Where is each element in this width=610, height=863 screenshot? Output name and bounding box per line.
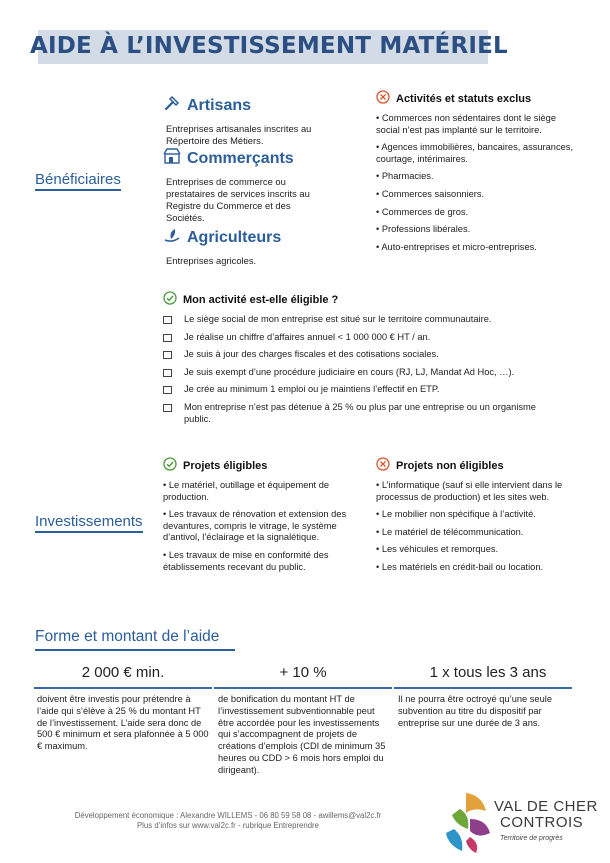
category-text: Entreprises agricoles. bbox=[166, 255, 257, 266]
aid-text: doivent être investis pour prétendre à l’aide qui s’élève à 25 % du montant HT de l’investissement. L’aide sera donc de 500 € minimum et sera plafonnée à 5 000 € maximum. bbox=[37, 694, 209, 752]
aid-column-bonus bbox=[218, 664, 388, 777]
list-item: • Le matériel, outillage et équipement de production. bbox=[163, 480, 330, 502]
list-item: • Commerces de gros. bbox=[376, 206, 469, 217]
eligible-projects bbox=[163, 457, 353, 579]
checklist-item[interactable]: Je réalise un chiffre d’affaires annuel < 1 000 000 € HT / an. bbox=[163, 332, 543, 344]
category-agriculteurs bbox=[163, 226, 343, 267]
list-item: • Agences immobilières, bancaires, assurances, courtage, intérimaires. bbox=[376, 142, 574, 164]
logo-mark bbox=[430, 785, 502, 857]
section-aide-underline bbox=[35, 649, 235, 651]
check-circle-icon bbox=[163, 457, 177, 474]
list-item: • Professions libérales. bbox=[376, 224, 471, 235]
check-circle-icon bbox=[163, 291, 177, 308]
eligibility-title: Mon activité est-elle éligible ? bbox=[163, 291, 543, 308]
aid-divider bbox=[214, 687, 392, 689]
logo-name: VAL DE CHER CONTROIS bbox=[494, 798, 598, 831]
eligible-projects-title: Projets éligibles bbox=[163, 457, 353, 474]
aid-text: Il ne pourra être octroyé qu’une seule subvention au titre du dispositif par entreprise sur une durée de 3 ans. bbox=[398, 694, 553, 728]
list-item: • Pharmacies. bbox=[376, 171, 434, 182]
list-item: • Les véhicules et remorques. bbox=[376, 544, 499, 555]
checkbox[interactable] bbox=[163, 351, 172, 359]
ineligible-projects-list bbox=[376, 480, 576, 574]
checkbox[interactable] bbox=[163, 316, 172, 324]
section-beneficiaires-label: Bénéficiaires bbox=[35, 171, 121, 188]
eligibility-checklist bbox=[163, 314, 543, 425]
checkbox[interactable] bbox=[163, 404, 172, 412]
list-item: • Le mobilier non spécifique à l’activité. bbox=[376, 509, 536, 520]
eligibility-section bbox=[163, 291, 543, 431]
aid-head: 1 x tous les 3 ans bbox=[429, 664, 547, 681]
excluded-title: Activités et statuts exclus bbox=[376, 90, 576, 107]
aid-head: + 10 % bbox=[279, 664, 327, 681]
aid-divider bbox=[394, 687, 572, 689]
section-investissements-label: Investissements bbox=[35, 513, 143, 530]
checklist-item[interactable]: Je suis exempt d’une procédure judiciaire en cours (RJ, LJ, Mandat Ad Hoc, …). bbox=[163, 367, 543, 379]
list-item: • Le matériel de télécommunication. bbox=[376, 526, 524, 537]
checkbox[interactable] bbox=[163, 334, 172, 342]
ineligible-projects bbox=[376, 457, 576, 580]
checklist-item[interactable]: Mon entreprise n’est pas détenue à 25 % ou plus par une entreprise ou un organisme public. bbox=[163, 402, 543, 425]
list-item: • L’informatique (sauf si elle intervient dans le processus de production) et les sites web. bbox=[376, 480, 563, 502]
list-item: • Commerces saisonniers. bbox=[376, 188, 485, 199]
page-title: AIDE À L’INVESTISSEMENT MATÉRIEL bbox=[30, 33, 508, 59]
list-item: • Commerces non sédentaires dont le siège social n’est pas implanté sur le territoire. bbox=[376, 113, 556, 135]
aid-head: 2 000 € min. bbox=[81, 664, 165, 681]
list-item: • Auto-entreprises et micro-entreprises. bbox=[376, 241, 537, 252]
checklist-item[interactable]: Je suis à jour des charges fiscales et des cotisations sociales. bbox=[163, 349, 543, 361]
logo-tagline: Territoire de progrès bbox=[500, 835, 563, 842]
excluded-activities bbox=[376, 90, 576, 259]
footer-line: Plus d’infos sur www.val2c.fr - rubrique Entreprendre bbox=[136, 821, 319, 830]
list-item: • Les travaux de rénovation et extension des devantures, compris le vitrage, le système d’antivol, l’éclairage et la signalétique. bbox=[163, 509, 347, 543]
category-text: Entreprises artisanales inscrites au Répertoire des Métiers. bbox=[166, 123, 312, 146]
list-item: • Les travaux de mise en conformité des établissements recevant du public. bbox=[163, 549, 329, 572]
plant-icon bbox=[163, 226, 181, 249]
checkbox[interactable] bbox=[163, 369, 172, 377]
category-artisans bbox=[163, 94, 343, 147]
category-text: Entreprises de commerce ou prestataires de services inscrits au Registre du Commerce et des Sociétés. bbox=[166, 176, 310, 223]
footer-contact bbox=[48, 811, 408, 831]
eligible-projects-list bbox=[163, 480, 353, 573]
excluded-list bbox=[376, 113, 576, 253]
tools-icon bbox=[163, 94, 181, 117]
aid-divider bbox=[34, 687, 212, 689]
category-title: Commerçants bbox=[163, 147, 343, 170]
shop-icon bbox=[163, 147, 181, 170]
cross-circle-icon bbox=[376, 457, 390, 474]
checkbox[interactable] bbox=[163, 386, 172, 394]
checklist-item[interactable]: Le siège social de mon entreprise est situé sur le territoire communautaire. bbox=[163, 314, 543, 326]
category-title: Agriculteurs bbox=[163, 226, 343, 249]
aid-column-frequency bbox=[398, 664, 578, 729]
section-aide-title: Forme et montant de l’aide bbox=[35, 628, 220, 645]
ineligible-projects-title: Projets non éligibles bbox=[376, 457, 576, 474]
logo bbox=[430, 785, 598, 857]
category-title: Artisans bbox=[163, 94, 343, 117]
aid-text: de bonification du montant HT de l’investissement subventionnable peut être accordée pour les investissements qui s’accompagnent de projets de créations d’emplois (CDI de minimum 35 heures ou CDD > 6 mois hors emploi du dirigeant). bbox=[218, 694, 386, 775]
list-item: • Les matériels en crédit-bail ou location. bbox=[376, 561, 544, 572]
footer-line: Développement économique : Alexandre WILLEMS - 06 80 59 58 08 - awillems@val2c.fr bbox=[74, 811, 382, 820]
category-commercants bbox=[163, 147, 343, 224]
aid-column-min bbox=[37, 664, 209, 753]
cross-circle-icon bbox=[376, 90, 390, 107]
checklist-item[interactable]: Je crée au minimum 1 emploi ou je maintiens l’effectif en ETP. bbox=[163, 384, 543, 396]
